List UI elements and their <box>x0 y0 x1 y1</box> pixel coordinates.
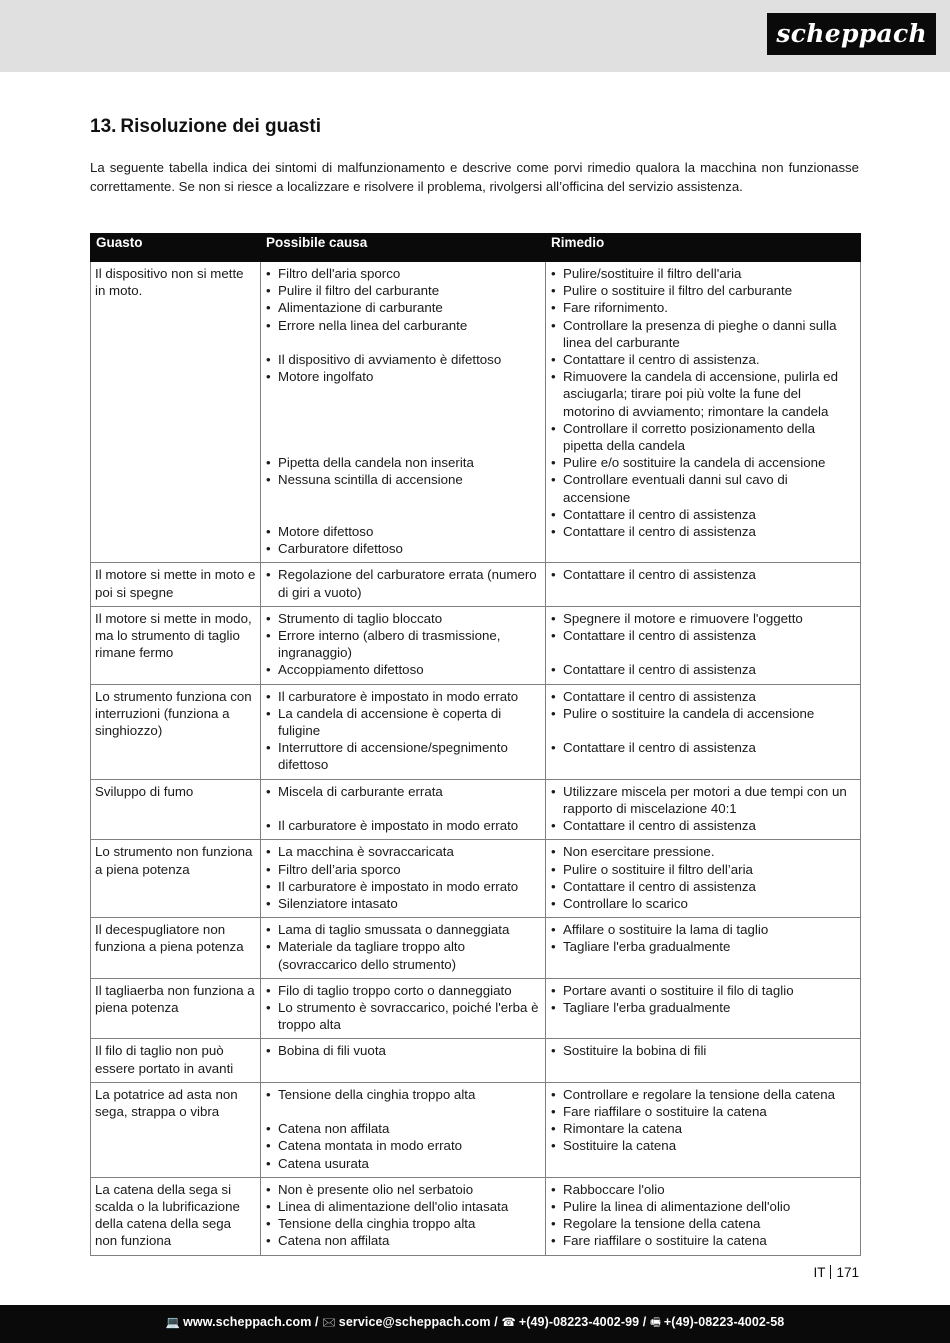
remedy-item: • Sostituire la bobina di fili <box>550 1042 856 1059</box>
footer-separator: / <box>315 1315 319 1329</box>
remedy-item: • Spegnere il motore e rimuovere l'oggetto <box>550 610 856 627</box>
page-number-value: 171 <box>836 1265 859 1280</box>
remedy-item: • Contattare il centro di assistenza <box>550 878 856 895</box>
spacer-line <box>265 334 541 351</box>
remedy-cell <box>546 563 861 606</box>
cause-item: • Linea di alimentazione dell'olio intasata <box>265 1198 541 1215</box>
cause-cell <box>261 1039 546 1082</box>
cause-item: • Tensione della cinghia troppo alta <box>265 1086 541 1103</box>
remedy-item: • Contattare il centro di assistenza <box>550 627 856 644</box>
cause-cell-list <box>265 783 541 835</box>
section-title-text: Risoluzione dei guasti <box>120 116 321 137</box>
cause-item: • Il dispositivo di avviamento è difettoso <box>265 351 541 368</box>
spacer-line <box>265 420 541 437</box>
cause-item: • Interruttore di accensione/spegnimento difettoso <box>265 739 541 773</box>
cause-item: • Strumento di taglio bloccato <box>265 610 541 627</box>
remedy-item: • Pulire o sostituire il filtro dell’aria <box>550 861 856 878</box>
col-header-cause: Possibile causa <box>261 234 546 262</box>
cause-cell-list <box>265 843 541 912</box>
remedy-cell <box>546 840 861 918</box>
remedy-item: • Fare riaffilare o sostituire la catena <box>550 1232 856 1249</box>
footer-separator: / <box>642 1315 647 1329</box>
remedy-cell <box>546 978 861 1039</box>
remedy-item: • Pulire o sostituire il filtro del carburante <box>550 282 856 299</box>
cause-item: • Catena non affilata <box>265 1232 541 1249</box>
cause-item: • Alimentazione di carburante <box>265 299 541 316</box>
remedy-item: • Controllare la presenza di pieghe o danni sulla linea del carburante <box>550 317 856 351</box>
cause-cell <box>261 779 546 840</box>
remedy-item: • Contattare il centro di assistenza <box>550 688 856 705</box>
cause-item: • Lama di taglio smussata o danneggiata <box>265 921 541 938</box>
table-row <box>91 1177 861 1255</box>
spacer-line <box>265 403 541 420</box>
remedy-cell <box>546 684 861 779</box>
footer-separator: / <box>494 1315 498 1329</box>
remedy-item: • Rabboccare l'olio <box>550 1181 856 1198</box>
cause-item: • Pipetta della candela non inserita <box>265 454 541 471</box>
table-row <box>91 840 861 918</box>
cause-cell-list <box>265 265 541 557</box>
cause-item: • Errore nella linea del carburante <box>265 317 541 334</box>
table-row <box>91 563 861 606</box>
cause-item: • Il carburatore è impostato in modo errato <box>265 817 541 834</box>
cause-cell-list <box>265 566 541 600</box>
remedy-cell-list <box>550 566 856 583</box>
cause-item: • La macchina è sovraccaricata <box>265 843 541 860</box>
footer-contacts <box>0 1315 950 1334</box>
cause-cell-list <box>265 610 541 679</box>
fault-cell: Sviluppo di fumo <box>91 779 261 840</box>
remedy-cell-list <box>550 1086 856 1155</box>
footer-website[interactable]: www.scheppach.com <box>183 1315 312 1329</box>
remedy-cell-list <box>550 843 856 912</box>
remedy-item: • Tagliare l'erba gradualmente <box>550 999 856 1016</box>
brand-logo: scheppach <box>767 13 936 55</box>
remedy-cell-list <box>550 1181 856 1250</box>
footer-fax: +(49)-08223-4002-58 <box>663 1315 785 1329</box>
spacer-line <box>265 489 541 506</box>
spacer-line <box>265 437 541 454</box>
cause-item: • Filtro dell’aria sporco <box>265 861 541 878</box>
remedy-item: • Rimuovere la candela di accensione, pulirla ed asciugarla; tirare poi più volte la fune del motorino di avviamento; rimontare la candela <box>550 368 856 420</box>
cause-item: • Motore ingolfato <box>265 368 541 385</box>
spacer-line <box>550 644 856 661</box>
header-band <box>0 0 950 72</box>
fault-cell: Il dispositivo non si mette in moto. <box>91 262 261 563</box>
remedy-item: • Contattare il centro di assistenza <box>550 506 856 523</box>
fault-cell: Il motore si mette in moto e poi si spegne <box>91 563 261 606</box>
fault-cell: Il tagliaerba non funziona a piena potenza <box>91 978 261 1039</box>
remedy-item: • Contattare il centro di assistenza <box>550 739 856 756</box>
section-number: 13. <box>90 116 117 137</box>
table-row <box>91 262 861 563</box>
fax-icon: 🖷 <box>649 1315 661 1329</box>
remedy-item: • Contattare il centro di assistenza <box>550 523 856 540</box>
remedy-cell-list <box>550 921 856 955</box>
remedy-item: • Portare avanti o sostituire il filo di taglio <box>550 982 856 999</box>
cause-item: • Carburatore difettoso <box>265 540 541 557</box>
remedy-item: • Pulire la linea di alimentazione dell'olio <box>550 1198 856 1215</box>
cause-cell <box>261 684 546 779</box>
remedy-item: • Sostituire la catena <box>550 1137 856 1154</box>
fault-cell: Il filo di taglio non può essere portato in avanti <box>91 1039 261 1082</box>
footer-phone: +(49)-08223-4002-99 <box>518 1315 640 1329</box>
cause-item: • Filtro dell'aria sporco <box>265 265 541 282</box>
footer-bar <box>0 1305 950 1343</box>
intro-paragraph: La seguente tabella indica dei sintomi di malfunzionamento e descrive come porvi rimedio qualora la macchina non funzionasse correttamente. Se non si riesce a localizzare e risolvere il problema, rivolgersi all’officina del servizio assistenza. <box>90 160 859 194</box>
remedy-item: • Pulire o sostituire la candela di accensione <box>550 705 856 722</box>
remedy-item: • Pulire e/o sostituire la candela di accensione <box>550 454 856 471</box>
cause-item: • Pulire il filtro del carburante <box>265 282 541 299</box>
cause-cell <box>261 1177 546 1255</box>
cause-item: • Motore difettoso <box>265 523 541 540</box>
remedy-item: • Utilizzare miscela per motori a due tempi con un rapporto di miscelazione 40:1 <box>550 783 856 817</box>
cause-cell <box>261 606 546 684</box>
email-icon: 🖂 <box>322 1315 336 1329</box>
remedy-item: • Contattare il centro di assistenza. <box>550 351 856 368</box>
section-title <box>90 116 321 138</box>
cause-cell <box>261 918 546 979</box>
remedy-cell-list <box>550 1042 856 1059</box>
table-row <box>91 918 861 979</box>
page-lang: IT <box>813 1265 826 1280</box>
cause-item: • Errore interno (albero di trasmissione, ingranaggio) <box>265 627 541 661</box>
fault-cell: La potatrice ad asta non sega, strappa o vibra <box>91 1082 261 1177</box>
table-body <box>91 262 861 1256</box>
cause-item: • Tensione della cinghia troppo alta <box>265 1215 541 1232</box>
cause-item: • Bobina di fili vuota <box>265 1042 541 1059</box>
fault-cell: Lo strumento non funziona a piena potenza <box>91 840 261 918</box>
remedy-cell <box>546 1177 861 1255</box>
remedy-item: • Controllare il corretto posizionamento della pipetta della candela <box>550 420 856 454</box>
remedy-item: • Tagliare l'erba gradualmente <box>550 938 856 955</box>
remedy-item: • Fare riaffilare o sostituire la catena <box>550 1103 856 1120</box>
cause-cell-list <box>265 1042 541 1059</box>
cause-cell-list <box>265 688 541 774</box>
cause-item: • Accoppiamento difettoso <box>265 661 541 678</box>
cause-item: • Il carburatore è impostato in modo errato <box>265 878 541 895</box>
remedy-item: • Affilare o sostituire la lama di taglio <box>550 921 856 938</box>
cause-cell-list <box>265 1086 541 1172</box>
remedy-item: • Controllare lo scarico <box>550 895 856 912</box>
cause-item: • Lo strumento è sovraccarico, poiché l'erba è troppo alta <box>265 999 541 1033</box>
cause-item: • Nessuna scintilla di accensione <box>265 471 541 488</box>
cause-item: • Catena usurata <box>265 1155 541 1172</box>
cause-cell <box>261 262 546 563</box>
spacer-line <box>550 722 856 739</box>
spacer-line <box>265 506 541 523</box>
table-row <box>91 1039 861 1082</box>
remedy-cell <box>546 779 861 840</box>
remedy-cell-list <box>550 783 856 835</box>
cause-item: • Materiale da tagliare troppo alto (sovraccarico dello strumento) <box>265 938 541 972</box>
cause-cell <box>261 840 546 918</box>
page-number <box>813 1265 859 1280</box>
page-number-divider <box>830 1265 831 1279</box>
spacer-line <box>265 1103 541 1120</box>
remedy-item: • Non esercitare pressione. <box>550 843 856 860</box>
col-header-remedy: Rimedio <box>546 234 861 262</box>
cause-item: • Catena non affilata <box>265 1120 541 1137</box>
fault-cell: Lo strumento funziona con interruzioni (funziona a singhiozzo) <box>91 684 261 779</box>
remedy-cell-list <box>550 688 856 757</box>
table-header-row <box>91 234 861 262</box>
remedy-cell <box>546 262 861 563</box>
cause-item: • Catena montata in modo errato <box>265 1137 541 1154</box>
remedy-item: • Regolare la tensione della catena <box>550 1215 856 1232</box>
remedy-item: • Rimontare la catena <box>550 1120 856 1137</box>
remedy-item: • Fare rifornimento. <box>550 299 856 316</box>
fault-cell: La catena della sega si scalda o la lubrificazione della catena della sega non funziona <box>91 1177 261 1255</box>
spacer-line <box>265 385 541 402</box>
cause-cell <box>261 1082 546 1177</box>
remedy-item: • Controllare eventuali danni sul cavo di accensione <box>550 471 856 505</box>
cause-cell-list <box>265 921 541 973</box>
table-row <box>91 978 861 1039</box>
remedy-item: • Pulire/sostituire il filtro dell'aria <box>550 265 856 282</box>
remedy-cell <box>546 606 861 684</box>
footer-email[interactable]: service@scheppach.com <box>338 1315 491 1329</box>
cause-item: • Il carburatore è impostato in modo errato <box>265 688 541 705</box>
cause-cell <box>261 563 546 606</box>
cause-cell-list <box>265 1181 541 1250</box>
cause-item: • Miscela di carburante errata <box>265 783 541 800</box>
troubleshooting-table <box>90 233 861 1256</box>
computer-icon: 💻 <box>165 1315 181 1329</box>
cause-item: • Silenziatore intasato <box>265 895 541 912</box>
remedy-item: • Controllare e regolare la tensione della catena <box>550 1086 856 1103</box>
table-row <box>91 606 861 684</box>
table-row <box>91 1082 861 1177</box>
cause-item: • La candela di accensione è coperta di fuligine <box>265 705 541 739</box>
remedy-item: • Contattare il centro di assistenza <box>550 817 856 834</box>
col-header-fault: Guasto <box>91 234 261 262</box>
remedy-cell-list <box>550 982 856 1016</box>
cause-cell-list <box>265 982 541 1034</box>
remedy-cell-list <box>550 610 856 679</box>
phone-icon: ☎ <box>501 1315 516 1329</box>
remedy-item: • Contattare il centro di assistenza <box>550 566 856 583</box>
remedy-cell <box>546 918 861 979</box>
fault-cell: Il decespugliatore non funziona a piena potenza <box>91 918 261 979</box>
cause-cell <box>261 978 546 1039</box>
remedy-item: • Contattare il centro di assistenza <box>550 661 856 678</box>
cause-item: • Filo di taglio troppo corto o danneggiato <box>265 982 541 999</box>
spacer-line <box>265 800 541 817</box>
table-row <box>91 779 861 840</box>
remedy-cell-list <box>550 265 856 540</box>
cause-item: • Non è presente olio nel serbatoio <box>265 1181 541 1198</box>
fault-cell: Il motore si mette in modo, ma lo strumento di taglio rimane fermo <box>91 606 261 684</box>
cause-item: • Regolazione del carburatore errata (numero di giri a vuoto) <box>265 566 541 600</box>
remedy-cell <box>546 1082 861 1177</box>
remedy-cell <box>546 1039 861 1082</box>
table-row <box>91 684 861 779</box>
